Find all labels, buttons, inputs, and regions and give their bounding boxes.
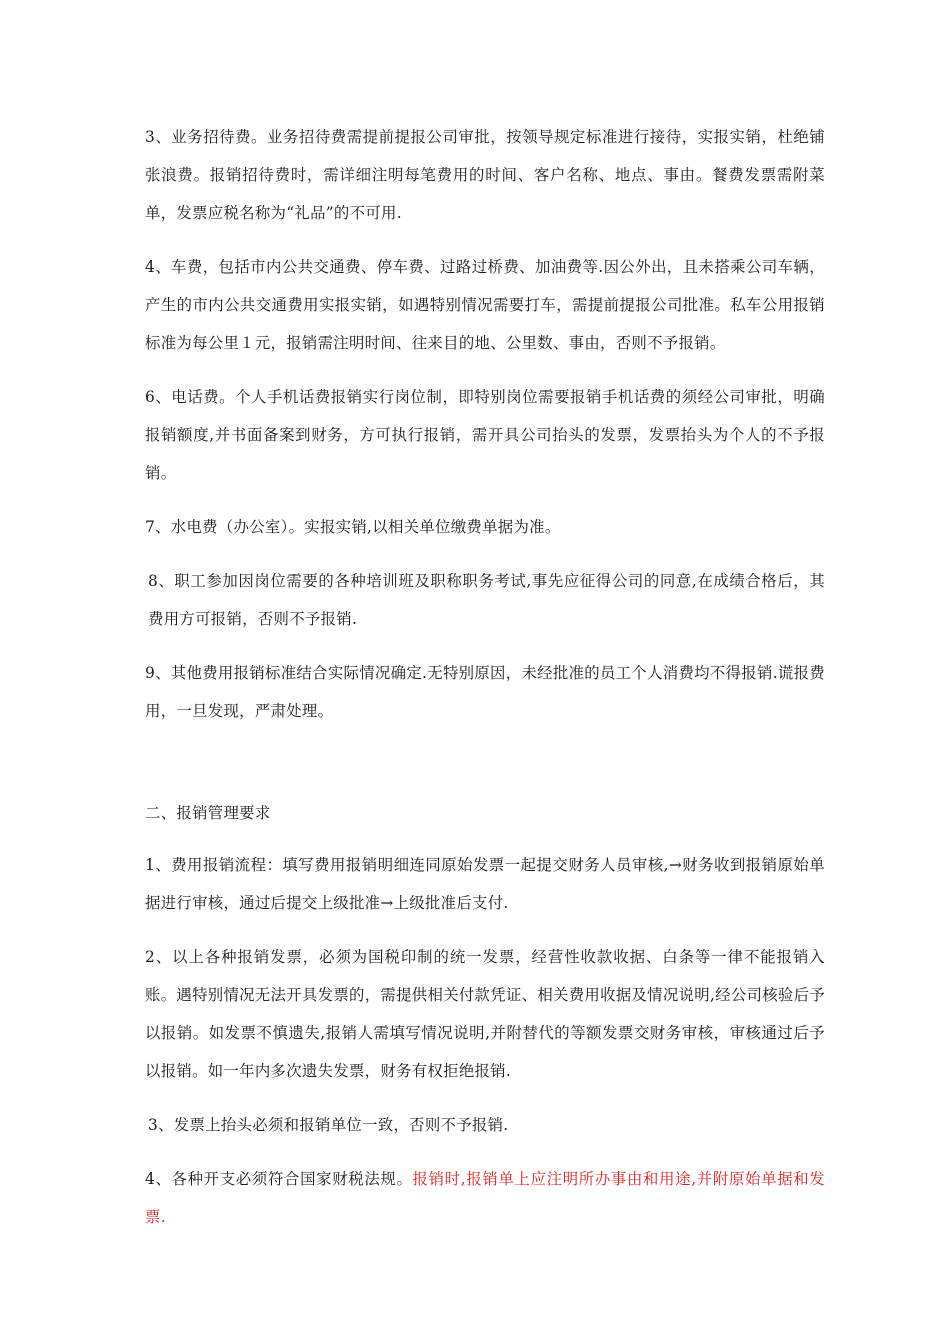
paragraph-phone-expense: 6、电话费。个人手机话费报销实行岗位制，即特别岗位需要报销手机话费的须经公司审批，明确报销额度,并书面备案到财务，方可执行报销，需开具公司抬头的发票，发票抬头为个人的不予报销。: [145, 388, 825, 482]
paragraph-tax-compliance: [145, 1160, 825, 1236]
paragraph-invoice-title: 3、发票上抬头必须和报销单位一致，否则不予报销.: [148, 1116, 509, 1134]
paragraph-other-expense: 9、其他费用报销标准结合实际情况确定.无特别原因，未经批准的员工个人消费均不得报销.谎报费用，一旦发现，严肃处理。: [145, 664, 825, 720]
paragraph-utilities-expense: 7、水电费（办公室）。实报实销,以相关单位缴费单据为准。: [145, 518, 561, 536]
section-heading: 二、报销管理要求: [145, 804, 271, 822]
compliance-text: 4、各种开支必须符合国家财税法规。: [145, 1170, 413, 1188]
highlighted-requirement-text: 报销时,报销单上应注明所办事由和用途,并附原始单据和发票.: [145, 1170, 825, 1226]
paragraph-reimbursement-process: 1、费用报销流程：填写费用报销明细连同原始发票一起提交财务人员审核,→财务收到报销原始单据进行审核，通过后提交上级批准→上级批准后支付.: [145, 856, 825, 912]
paragraph-training-expense: 8、职工参加因岗位需要的各种培训班及职称职务考试,事先应征得公司的同意,在成绩合格后，其费用方可报销，否则不予报销.: [148, 572, 825, 628]
paragraph-invoice-requirements: 2、以上各种报销发票，必须为国税印制的统一发票，经营性收款收据、白条等一律不能报销入账。遇特别情况无法开具发票的，需提供相关付款凭证、相关费用收据及情况说明,经公司核验后予以报销。如发票不慎遗失,报销人需填写情况说明,并附替代的等额发票交财务审核，审核通过后予以报销。如一年内多次遗失发票，财务有权拒绝报销.: [145, 948, 825, 1080]
document-page: [145, 118, 825, 1252]
paragraph-transport-expense: 4、车费，包括市内公共交通费、停车费、过路过桥费、加油费等.因公外出，且未搭乘公司车辆，产生的市内公共交通费用实报实销，如遇特别情况需要打车，需提前提报公司批准。私车公用报销标准为每公里１元，报销需注明时间、往来目的地、公里数、事由，否则不予报销。: [145, 258, 825, 352]
paragraph-entertainment-expense: 3、业务招待费。业务招待费需提前提报公司审批，按领导规定标准进行接待，实报实销，杜绝铺张浪费。报销招待费时，需详细注明每笔费用的时间、客户名称、地点、事由。餐费发票需附菜单，发票应税名称为“礼品”的不可用.: [145, 128, 825, 222]
section-spacer: [145, 746, 825, 794]
